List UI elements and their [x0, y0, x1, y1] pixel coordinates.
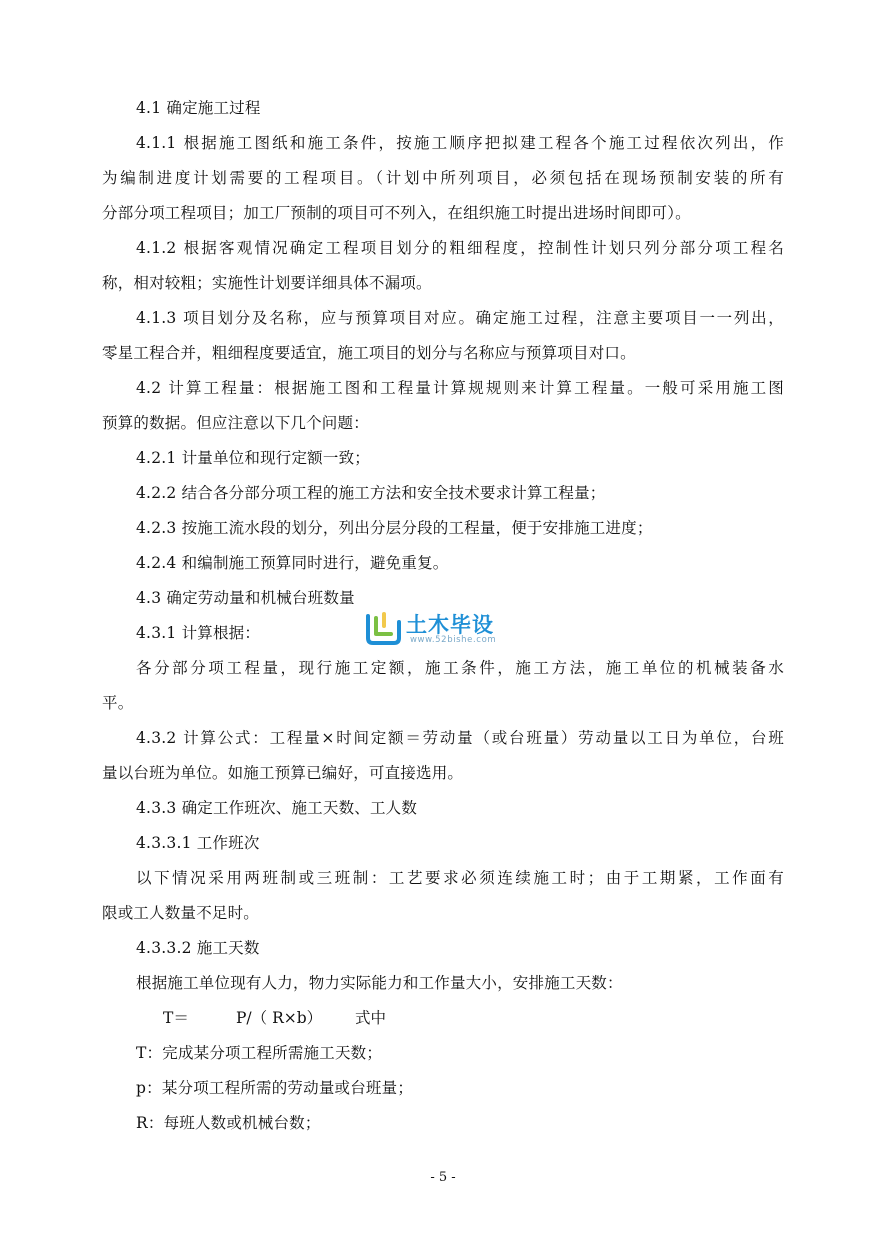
paragraph-line: 分部分项工程项目；加工厂预制的项目可不列入，在组织施工时提出进场时间即可）。 [102, 204, 691, 222]
paragraph-line: 4.2 计算工程量：根据施工图和工程量计算规规则来计算工程量。一般可采用施工图 [136, 379, 784, 397]
definition-item: T：完成某分项工程所需施工天数； [136, 1044, 383, 1062]
paragraph-line: 限或工人数量不足时。 [102, 904, 260, 922]
paragraph-line: 根据施工单位现有人力，物力实际能力和工作量大小，安排施工天数： [136, 974, 623, 992]
paragraph-line: 为编制进度计划需要的工程项目。（计划中所列项目，必须包括在现场预制安装的所有 [102, 169, 784, 187]
heading-4-3-3-1: 4.3.3.1 工作班次 [136, 834, 260, 852]
watermark-url: www.52bishe.com [410, 635, 497, 645]
paragraph-line: 4.1.3 项目划分及名称，应与预算项目对应。确定施工过程，注意主要项目一一列出， [136, 309, 784, 327]
paragraph-line: 量以台班为单位。如施工预算已编好，可直接选用。 [102, 764, 464, 782]
heading-4-3: 4.3 确定劳动量和机械台班数量 [136, 589, 355, 607]
paragraph-line: 4.1.1 根据施工图纸和施工条件，按施工顺序把拟建工程各个施工过程依次列出，作 [136, 134, 784, 152]
watermark-title: 土木毕设 [406, 613, 494, 637]
paragraph-line: 各分部分项工程量，现行施工定额，施工条件，施工方法，施工单位的机械装备水 [136, 659, 784, 677]
list-item: 4.2.4 和编制施工预算同时进行，避免重复。 [136, 554, 449, 572]
heading-4-3-3: 4.3.3 确定工作班次、施工天数、工人数 [136, 799, 418, 817]
formula-rhs: P/（ R×b） [236, 1009, 323, 1027]
watermark-logo-icon [364, 610, 404, 646]
heading-4-1: 4.1 确定施工过程 [136, 99, 261, 117]
paragraph-line: 4.1.2 根据客观情况确定工程项目划分的粗细程度，控制性计划只列分部分项工程名 [136, 239, 784, 257]
page-number: - 5 - [430, 1170, 456, 1185]
paragraph-line: 4.3.2 计算公式：工程量×时间定额＝劳动量（或台班量）劳动量以工日为单位，台班 [136, 729, 784, 747]
list-item: 4.2.2 结合各分部分项工程的施工方法和安全技术要求计算工程量； [136, 484, 606, 502]
formula-note: 式中 [355, 1009, 387, 1027]
paragraph-line: 预算的数据。但应注意以下几个问题： [102, 414, 369, 432]
heading-4-3-3-2: 4.3.3.2 施工天数 [136, 939, 260, 957]
watermark [364, 608, 524, 648]
list-item: 4.2.3 按施工流水段的划分，列出分层分段的工程量，便于安排施工进度； [136, 519, 653, 537]
paragraph-line: 零星工程合并，粗细程度要适宜，施工项目的划分与名称应与预算项目对口。 [102, 344, 636, 362]
paragraph-line: 以下情况采用两班制或三班制：工艺要求必须连续施工时；由于工期紧，工作面有 [136, 869, 784, 887]
formula-lhs: T＝ [163, 1009, 189, 1027]
definition-item: p：某分项工程所需的劳动量或台班量； [136, 1079, 414, 1097]
definition-item: R：每班人数或机械台数； [136, 1114, 321, 1132]
paragraph-line: 称，相对较粗；实施性计划要详细具体不漏项。 [102, 274, 432, 292]
heading-4-3-1: 4.3.1 计算根据： [136, 624, 261, 642]
list-item: 4.2.1 计量单位和现行定额一致； [136, 449, 370, 467]
paragraph-line: 平。 [102, 694, 134, 712]
